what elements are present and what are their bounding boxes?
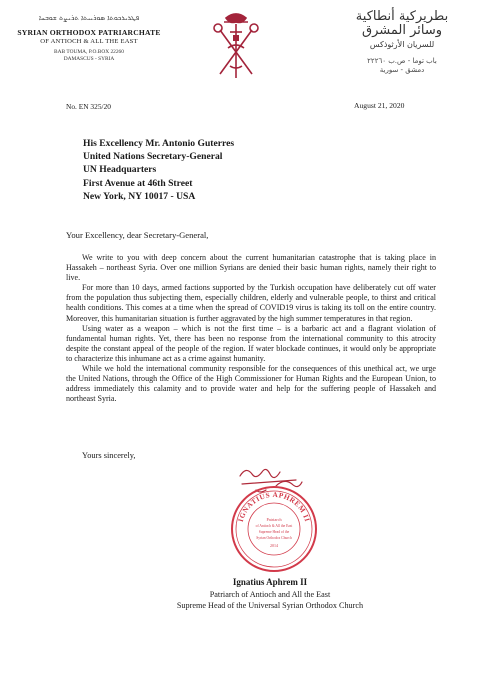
reference-number: No. EN 325/20 bbox=[66, 102, 111, 111]
letter-date: August 21, 2020 bbox=[354, 101, 405, 110]
seal-text-line: Patriarch bbox=[266, 517, 282, 522]
seal-title: IGNATIUS APHREM II bbox=[236, 490, 312, 523]
signatory-title: Supreme Head of the Universal Syrian Orthodox Church bbox=[176, 601, 364, 610]
letterhead-syriac-line: ܦܛܪܝܪܟܘܬܐ ܣܘܪܝܝܬܐ ܬܪܝܨܬ ܫܘܒܚܐ bbox=[38, 14, 140, 22]
salutation: Your Excellency, dear Secretary-General, bbox=[66, 230, 209, 240]
letterhead-arabic-title: بطريركية أنطاكية وسائر المشرق bbox=[355, 9, 449, 39]
signatory-title: Patriarch of Antioch and All the East bbox=[209, 590, 331, 599]
recipient-address-block bbox=[83, 137, 234, 203]
official-seal-icon bbox=[228, 483, 320, 575]
seal-text-line: Supreme Head of the bbox=[258, 530, 290, 534]
body-paragraph: While we hold the international community responsible for the consequences of this unethical act, we urge the United Nations, through the Office of the High Commissioner for Human Rights and the European Union, to address immediately this calamity and to provide water and help for the suffering people of Hassakeh and northeast Syria. bbox=[66, 364, 436, 404]
recipient-line: New York, NY 10017 - USA bbox=[83, 190, 196, 202]
letterhead-address-line1: BAB TOUMA, P.O.BOX 22260 bbox=[54, 49, 124, 55]
recipient-line: UN Headquarters bbox=[83, 164, 157, 176]
recipient-line: His Excellency Mr. Antonio Guterres bbox=[83, 138, 235, 149]
letterhead-left bbox=[14, 14, 164, 64]
letterhead-arabic-address-line2: دمشق - سورية bbox=[379, 66, 425, 75]
seal-text-line: of Antioch & All the East bbox=[255, 524, 293, 528]
closing: Yours sincerely, bbox=[82, 451, 136, 460]
seal-text-line: Syrian Orthodox Church bbox=[256, 536, 292, 540]
letterhead-subtitle: OF ANTIOCH & ALL THE EAST bbox=[40, 38, 138, 45]
letterhead-right bbox=[338, 10, 466, 75]
letterhead-arabic-subtitle: للسريان الأرثوذكس bbox=[369, 39, 435, 49]
signatory-name: Ignatius Aphrem II bbox=[232, 577, 308, 587]
letterhead-address bbox=[14, 49, 164, 64]
letterhead-address-line2: DAMASCUS - SYRIA bbox=[63, 56, 115, 63]
body-paragraph: For more than 10 days, armed factions supported by the Turkish occupation have deliberately cut off water from the population thus subjecting them, especially children, elderly and vulnerable people, to thirst and critical health conditions. This comes at a time when the spread of COVID19 virus is taking its toll on the entire country. Moreover, this humanitarian situation is further aggravated by the high summer temperatures in that region. bbox=[66, 283, 436, 323]
recipient-line: United Nations Secretary-General bbox=[83, 151, 223, 163]
body-paragraph: Using water as a weapon – which is not the first time – is a barbaric act and a flagrant violation of fundamental human rights. Yet, there has been no response from the international community to this atrocity despite the constant appeal of the people of the region. If water blockade continues, it would only be appropriate to characterize this inhumane act as a crime against humanity. bbox=[66, 323, 436, 363]
body-paragraph: We write to you with deep concern about the current humanitarian catastrophe that is taking place in Hassakeh – northeast Syria. Over one million Syrians are denied their basic human rights, namely their right to live. bbox=[66, 253, 436, 283]
recipient-line: First Avenue at 46th Street bbox=[83, 177, 193, 189]
letter-body bbox=[66, 253, 436, 404]
seal-year: 2014 bbox=[270, 543, 278, 548]
letterhead-name: SYRIAN ORTHODOX PATRIARCHATE bbox=[17, 28, 161, 37]
letterhead-arabic-address bbox=[338, 57, 466, 76]
patriarchal-crest-icon bbox=[206, 8, 266, 82]
letterhead-arabic-address-line1: باب توما - ص.ب ٢٢٢٦٠ bbox=[367, 56, 437, 65]
